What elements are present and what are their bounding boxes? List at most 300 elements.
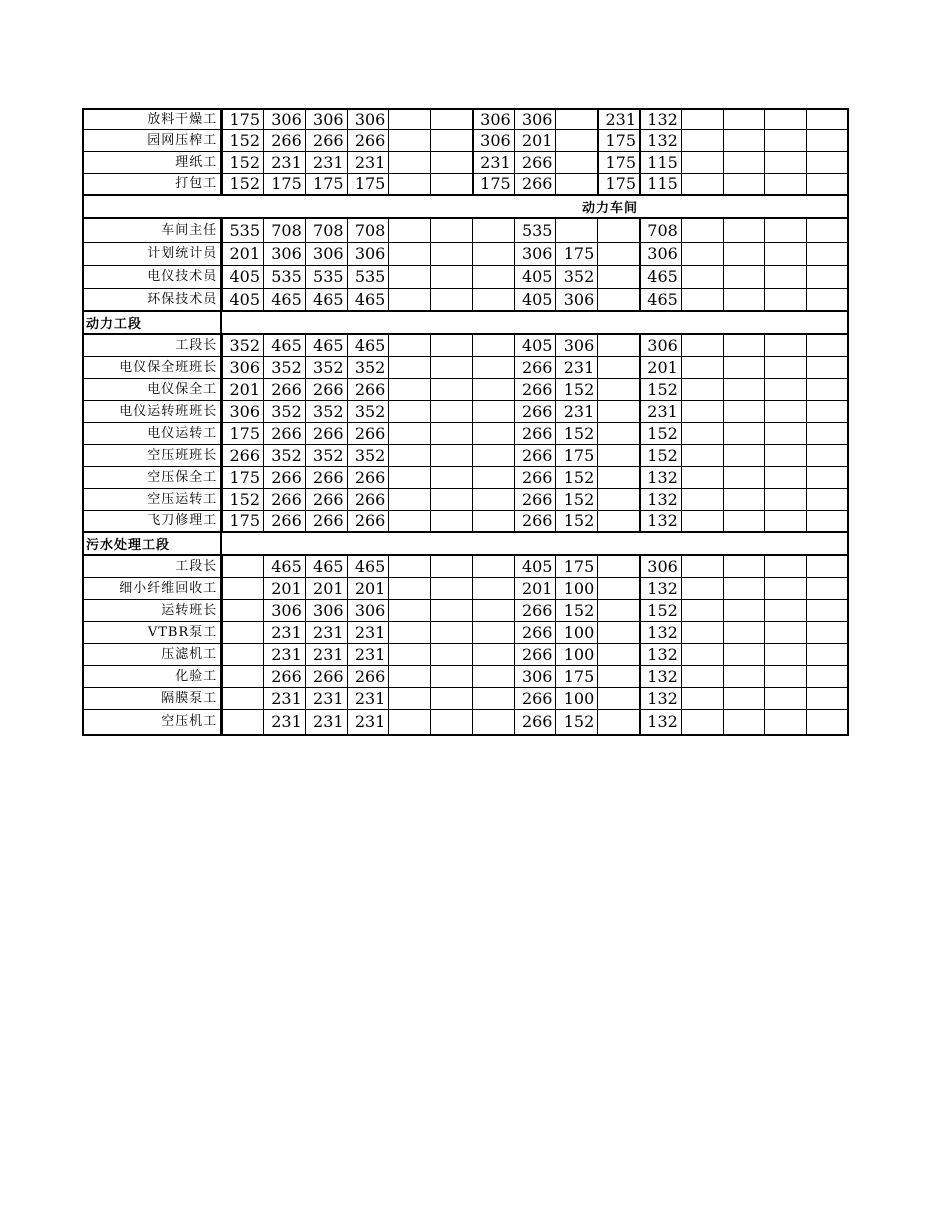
table-cell: 201 [639, 357, 681, 378]
table-cell: 352 [263, 445, 305, 466]
table-cell: 465 [305, 335, 347, 356]
table-cell [221, 710, 263, 734]
table-cell: 175 [305, 174, 347, 194]
table-cell [723, 289, 765, 310]
table-cell [723, 467, 765, 488]
table-cell: 266 [514, 489, 556, 510]
table-cell [472, 467, 514, 488]
table-cell [681, 578, 723, 599]
table-cell [681, 289, 723, 310]
table-cell: 132 [639, 644, 681, 665]
salary-table [82, 108, 849, 736]
table-cell [430, 110, 472, 129]
table-cell [764, 219, 806, 242]
table-row [82, 152, 849, 174]
table-cell [723, 423, 765, 444]
table-row [82, 578, 849, 600]
table-cell [723, 266, 765, 288]
table-cell [806, 110, 847, 129]
table-cell [806, 401, 847, 422]
table-cell [681, 467, 723, 488]
table-row [82, 401, 849, 423]
table-cell [597, 710, 639, 734]
table-cell [472, 243, 514, 265]
row-label: 空压机工 [84, 710, 221, 734]
table-cell [597, 622, 639, 643]
table-cell [681, 401, 723, 422]
table-cell [472, 357, 514, 378]
row-label: 电仪保全班班长 [84, 357, 221, 378]
table-cell [597, 357, 639, 378]
table-cell: 132 [639, 578, 681, 599]
table-cell: 266 [514, 467, 556, 488]
table-row [82, 556, 849, 578]
table-cell [597, 379, 639, 400]
table-cell [221, 688, 263, 709]
table-cell [723, 243, 765, 265]
table-cell: 306 [347, 110, 389, 129]
table-cell: 175 [555, 445, 597, 466]
table-cell: 306 [221, 401, 263, 422]
table-cell: 201 [514, 130, 556, 151]
table-cell: 352 [347, 357, 389, 378]
table-cell: 306 [263, 600, 305, 621]
table-cell [806, 335, 847, 356]
table-cell: 152 [555, 379, 597, 400]
table-cell: 266 [514, 644, 556, 665]
table-cell [388, 622, 430, 643]
table-cell [430, 644, 472, 665]
table-cell [723, 489, 765, 510]
table-cell [764, 401, 806, 422]
table-cell [221, 600, 263, 621]
table-cell [681, 423, 723, 444]
table-cell: 266 [514, 401, 556, 422]
table-cell: 465 [347, 556, 389, 577]
table-cell [597, 644, 639, 665]
table-cell: 100 [555, 622, 597, 643]
table-cell: 306 [221, 357, 263, 378]
table-cell: 708 [639, 219, 681, 242]
table-row [82, 108, 849, 130]
table-cell: 465 [263, 289, 305, 310]
table-cell: 231 [263, 644, 305, 665]
table-cell [430, 666, 472, 687]
table-cell: 405 [221, 289, 263, 310]
table-cell: 266 [514, 600, 556, 621]
row-label: 隔膜泵工 [84, 688, 221, 709]
table-cell [472, 622, 514, 643]
table-cell: 152 [555, 600, 597, 621]
table-cell [723, 578, 765, 599]
table-cell [806, 423, 847, 444]
table-cell: 231 [305, 644, 347, 665]
table-cell: 465 [347, 335, 389, 356]
table-cell [681, 174, 723, 194]
table-cell: 465 [347, 289, 389, 310]
table-cell [430, 423, 472, 444]
table-cell: 175 [221, 423, 263, 444]
table-cell: 132 [639, 467, 681, 488]
table-cell: 175 [347, 174, 389, 194]
table-row [82, 219, 849, 243]
table-cell: 201 [305, 578, 347, 599]
table-cell [430, 511, 472, 531]
table-cell: 266 [263, 511, 305, 531]
table-cell [221, 556, 263, 577]
table-cell: 352 [305, 401, 347, 422]
table-cell [723, 357, 765, 378]
table-cell: 405 [514, 289, 556, 310]
table-cell: 266 [347, 511, 389, 531]
table-cell: 266 [514, 511, 556, 531]
table-cell: 266 [347, 489, 389, 510]
table-cell: 708 [347, 219, 389, 242]
table-cell [472, 556, 514, 577]
table-row [82, 423, 849, 445]
table-row [82, 710, 849, 736]
section-title: 污水处理工段 [84, 533, 222, 554]
table-cell [472, 489, 514, 510]
table-cell: 152 [639, 379, 681, 400]
row-label: 电仪运转班班长 [84, 401, 221, 422]
table-cell: 152 [639, 423, 681, 444]
table-cell: 465 [639, 266, 681, 288]
table-cell [723, 130, 765, 151]
table-cell: 201 [514, 578, 556, 599]
section-title: 动力工段 [84, 312, 222, 333]
table-cell [764, 379, 806, 400]
table-cell [723, 688, 765, 709]
table-cell: 306 [263, 243, 305, 265]
table-cell [681, 110, 723, 129]
table-cell [597, 578, 639, 599]
table-cell [388, 130, 430, 151]
table-cell: 266 [514, 357, 556, 378]
table-cell: 231 [263, 688, 305, 709]
table-cell: 152 [221, 489, 263, 510]
table-cell: 465 [639, 289, 681, 310]
table-cell [723, 644, 765, 665]
table-cell: 266 [305, 467, 347, 488]
table-cell [681, 243, 723, 265]
table-cell [723, 401, 765, 422]
table-cell [681, 511, 723, 531]
table-cell: 231 [263, 622, 305, 643]
table-cell [472, 266, 514, 288]
table-cell: 352 [263, 357, 305, 378]
table-cell [221, 644, 263, 665]
table-cell [597, 423, 639, 444]
table-row [82, 622, 849, 644]
table-cell [764, 174, 806, 194]
table-row [82, 289, 849, 312]
table-cell: 535 [514, 219, 556, 242]
table-cell: 231 [263, 152, 305, 173]
table-cell: 132 [639, 130, 681, 151]
table-cell [681, 357, 723, 378]
table-cell: 535 [221, 219, 263, 242]
table-cell [723, 379, 765, 400]
table-cell: 132 [639, 489, 681, 510]
section-header-power-section [82, 312, 849, 335]
table-cell: 535 [305, 266, 347, 288]
table-cell: 152 [555, 467, 597, 488]
table-cell: 201 [263, 578, 305, 599]
table-cell: 708 [263, 219, 305, 242]
table-cell [472, 511, 514, 531]
table-row [82, 266, 849, 289]
table-cell: 352 [347, 401, 389, 422]
table-cell [764, 289, 806, 310]
table-cell [388, 335, 430, 356]
table-cell [681, 335, 723, 356]
table-cell [681, 622, 723, 643]
table-cell: 306 [347, 243, 389, 265]
table-cell: 231 [472, 152, 514, 173]
table-cell [388, 110, 430, 129]
table-cell [764, 600, 806, 621]
table-cell: 465 [305, 556, 347, 577]
table-cell: 306 [305, 110, 347, 129]
table-cell: 231 [305, 710, 347, 734]
table-row [82, 243, 849, 266]
table-cell: 266 [263, 467, 305, 488]
table-cell: 231 [347, 644, 389, 665]
row-label: 电仪技术员 [84, 266, 221, 288]
table-row [82, 130, 849, 152]
table-cell [430, 688, 472, 709]
table-cell [472, 335, 514, 356]
table-cell [388, 219, 430, 242]
table-cell [597, 467, 639, 488]
row-label: 运转班长 [84, 600, 221, 621]
table-cell: 266 [305, 130, 347, 151]
table-cell [764, 357, 806, 378]
table-cell: 152 [555, 423, 597, 444]
table-cell [806, 710, 847, 734]
table-cell: 352 [305, 445, 347, 466]
row-label: 空压保全工 [84, 467, 221, 488]
table-cell [723, 710, 765, 734]
table-cell [806, 467, 847, 488]
table-cell: 306 [639, 556, 681, 577]
table-cell [597, 600, 639, 621]
table-cell [388, 266, 430, 288]
table-cell [806, 289, 847, 310]
table-cell: 306 [305, 243, 347, 265]
table-cell: 352 [305, 357, 347, 378]
table-cell [597, 556, 639, 577]
table-cell [430, 289, 472, 310]
table-cell [806, 219, 847, 242]
table-cell: 152 [221, 130, 263, 151]
table-cell [597, 243, 639, 265]
table-cell [681, 379, 723, 400]
row-label: 理纸工 [84, 152, 221, 173]
table-cell: 405 [514, 335, 556, 356]
table-cell: 306 [514, 110, 556, 129]
table-cell [597, 219, 639, 242]
table-cell [764, 467, 806, 488]
row-label: 化验工 [84, 666, 221, 687]
row-label: 打包工 [84, 174, 221, 194]
table-row [82, 174, 849, 196]
table-cell: 306 [347, 600, 389, 621]
table-cell: 266 [347, 666, 389, 687]
table-cell: 175 [555, 243, 597, 265]
table-cell: 306 [514, 666, 556, 687]
table-row [82, 467, 849, 489]
table-cell [597, 688, 639, 709]
table-cell: 266 [263, 379, 305, 400]
table-cell [597, 266, 639, 288]
table-cell: 231 [305, 152, 347, 173]
table-cell: 266 [347, 423, 389, 444]
table-cell [430, 556, 472, 577]
table-cell: 405 [221, 266, 263, 288]
table-row [82, 666, 849, 688]
table-cell [681, 666, 723, 687]
table-cell: 266 [514, 174, 556, 194]
table-cell [221, 578, 263, 599]
table-cell [681, 489, 723, 510]
table-cell: 306 [472, 110, 514, 129]
table-cell: 100 [555, 644, 597, 665]
table-cell [806, 600, 847, 621]
table-cell: 266 [514, 152, 556, 173]
table-cell: 231 [305, 622, 347, 643]
table-cell [555, 130, 597, 151]
table-cell: 266 [263, 423, 305, 444]
table-cell [430, 335, 472, 356]
table-cell [430, 379, 472, 400]
table-cell: 231 [305, 688, 347, 709]
table-cell: 266 [514, 688, 556, 709]
table-cell [388, 511, 430, 531]
table-cell [764, 556, 806, 577]
table-cell: 266 [347, 467, 389, 488]
table-cell: 306 [639, 243, 681, 265]
table-cell [472, 219, 514, 242]
table-cell: 266 [263, 489, 305, 510]
table-row [82, 445, 849, 467]
table-cell: 306 [263, 110, 305, 129]
row-label: 细小纤维回收工 [84, 578, 221, 599]
table-cell [472, 423, 514, 444]
table-cell [681, 219, 723, 242]
table-cell [764, 489, 806, 510]
row-label: 电仪运转工 [84, 423, 221, 444]
table-cell: 465 [305, 289, 347, 310]
table-cell [764, 335, 806, 356]
table-cell [430, 357, 472, 378]
table-cell: 152 [555, 489, 597, 510]
table-cell [388, 357, 430, 378]
table-cell [597, 511, 639, 531]
table-cell: 115 [639, 152, 681, 173]
table-cell: 465 [263, 335, 305, 356]
table-cell: 266 [347, 130, 389, 151]
table-cell: 175 [472, 174, 514, 194]
table-cell: 201 [347, 578, 389, 599]
table-cell: 708 [305, 219, 347, 242]
table-cell [806, 152, 847, 173]
row-label: 车间主任 [84, 219, 221, 242]
row-label: 计划统计员 [84, 243, 221, 265]
table-cell [472, 666, 514, 687]
table-cell [764, 445, 806, 466]
table-row [82, 644, 849, 666]
section-title: 动力车间 [582, 201, 639, 216]
table-cell: 352 [263, 401, 305, 422]
table-cell [430, 243, 472, 265]
table-cell: 266 [347, 379, 389, 400]
table-cell [388, 152, 430, 173]
table-cell [681, 600, 723, 621]
table-cell: 152 [639, 600, 681, 621]
table-cell [221, 666, 263, 687]
table-cell: 266 [514, 379, 556, 400]
table-cell [764, 666, 806, 687]
table-cell [806, 556, 847, 577]
table-cell [388, 600, 430, 621]
table-cell [430, 445, 472, 466]
table-cell [221, 622, 263, 643]
table-cell: 266 [263, 130, 305, 151]
table-cell [430, 600, 472, 621]
table-cell [806, 644, 847, 665]
table-cell [388, 174, 430, 194]
table-cell [388, 666, 430, 687]
table-cell [723, 110, 765, 129]
table-cell [555, 110, 597, 129]
table-cell: 175 [597, 152, 639, 173]
table-cell: 132 [639, 688, 681, 709]
table-cell: 306 [555, 289, 597, 310]
table-cell [723, 622, 765, 643]
table-cell [681, 445, 723, 466]
table-cell: 132 [639, 511, 681, 531]
table-row [82, 688, 849, 710]
table-cell [430, 152, 472, 173]
row-label: 放料干燥工 [84, 110, 221, 129]
table-cell: 201 [221, 379, 263, 400]
table-cell [388, 467, 430, 488]
table-cell [764, 644, 806, 665]
table-cell [430, 219, 472, 242]
table-cell: 132 [639, 622, 681, 643]
table-cell [472, 578, 514, 599]
table-cell [388, 578, 430, 599]
table-cell: 465 [263, 556, 305, 577]
table-cell [681, 152, 723, 173]
table-cell: 152 [639, 445, 681, 466]
table-cell: 175 [597, 174, 639, 194]
table-cell [472, 688, 514, 709]
table-cell [555, 152, 597, 173]
table-cell: 231 [347, 152, 389, 173]
table-cell [764, 110, 806, 129]
table-cell [430, 401, 472, 422]
table-cell: 175 [221, 511, 263, 531]
table-cell: 266 [514, 423, 556, 444]
table-cell [555, 219, 597, 242]
table-cell [681, 130, 723, 151]
table-cell: 405 [514, 556, 556, 577]
table-cell [472, 445, 514, 466]
table-cell: 152 [221, 152, 263, 173]
